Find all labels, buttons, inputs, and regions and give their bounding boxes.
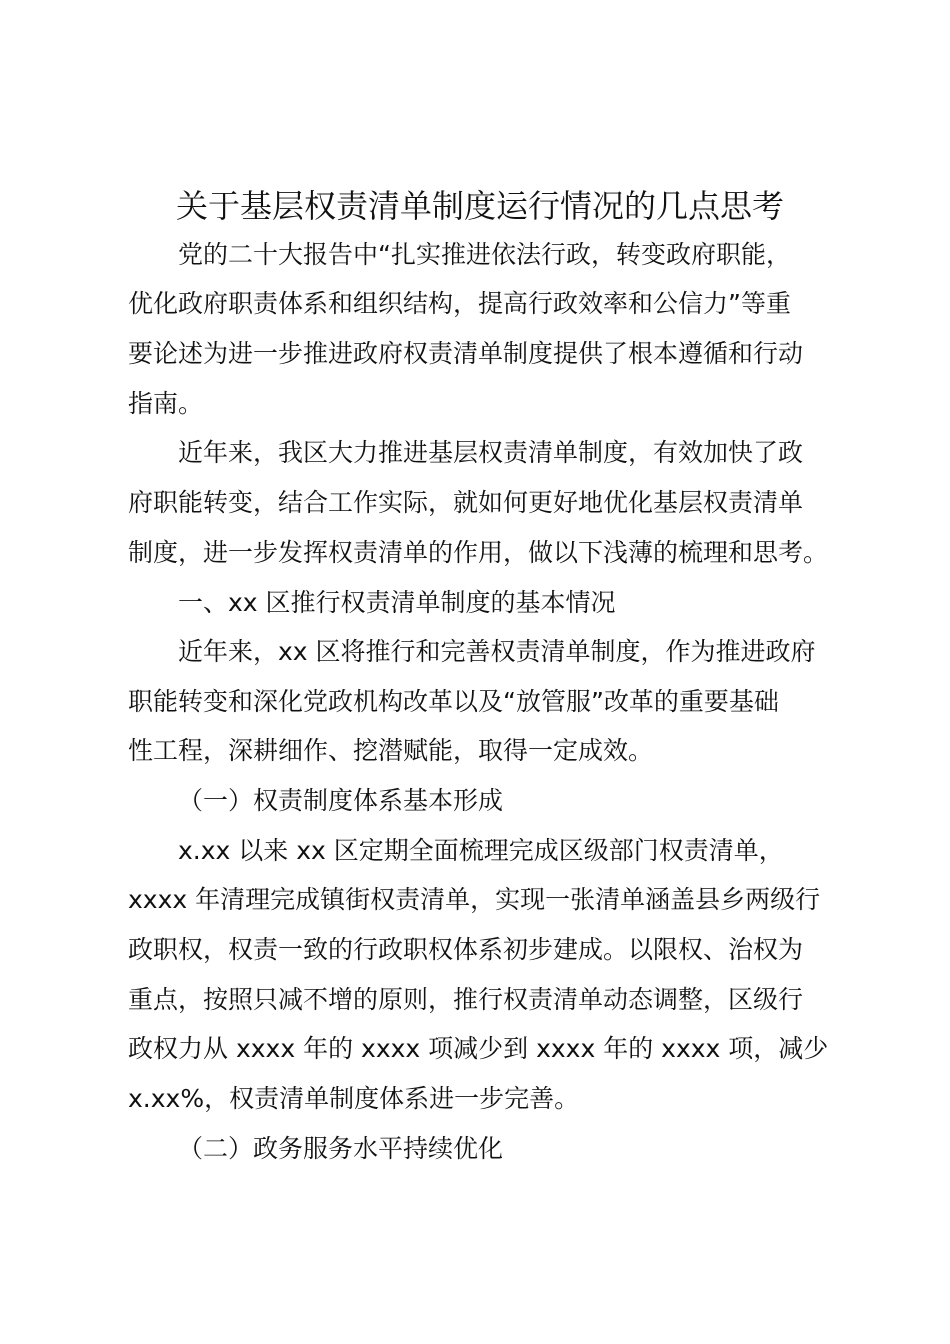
body-line-16: x.xx%，权责清单制度体系进一步完善。 [128, 1084, 580, 1113]
body-line-4: 指南。 [128, 389, 204, 418]
subsection-heading-1: （一）权责制度体系基本形成 [178, 786, 504, 815]
document-title: 关于基层权责清单制度运行情况的几点思考 [175, 187, 784, 225]
body-line-2: 优化政府职责体系和组织结构，提高行政效率和公信力”等重 [128, 289, 791, 318]
body-line-11: x.xx 以来 xx 区定期全面梳理完成区级部门权责清单， [178, 836, 784, 865]
body-line-10: 性工程，深耕细作、挖潜赋能，取得一定成效。 [128, 736, 654, 765]
body-line-7: 制度，进一步发挥权责清单的作用，做以下浅薄的梳理和思考。 [128, 538, 829, 567]
body-line-1: 党的二十大报告中“扎实推进依法行政，转变政府职能， [178, 240, 791, 269]
body-line-9: 职能转变和深化党政机构改革以及“放管服”改革的重要基础 [128, 687, 779, 716]
body-line-3: 要论述为进一步推进政府权责清单制度提供了根本遵循和行动 [128, 339, 804, 368]
body-line-15: 政权力从 xxxx 年的 xxxx 项减少到 xxxx 年的 xxxx 项，减少 [128, 1034, 829, 1063]
body-line-5: 近年来，我区大力推进基层权责清单制度，有效加快了政 [178, 438, 804, 467]
subsection-heading-2: （二）政务服务水平持续优化 [178, 1134, 504, 1163]
body-line-12: xxxx 年清理完成镇街权责清单，实现一张清单涵盖县乡两级行 [128, 885, 821, 914]
body-line-8: 近年来，xx 区将推行和完善权责清单制度，作为推进政府 [178, 637, 816, 666]
body-line-14: 重点，按照只减不增的原则，推行权责清单动态调整，区级行 [128, 985, 804, 1014]
section-heading-1: 一、xx 区推行权责清单制度的基本情况 [178, 588, 616, 617]
body-line-6: 府职能转变，结合工作实际，就如何更好地优化基层权责清单 [128, 488, 804, 517]
body-line-13: 政职权，权责一致的行政职权体系初步建成。以限权、治权为 [128, 935, 804, 964]
